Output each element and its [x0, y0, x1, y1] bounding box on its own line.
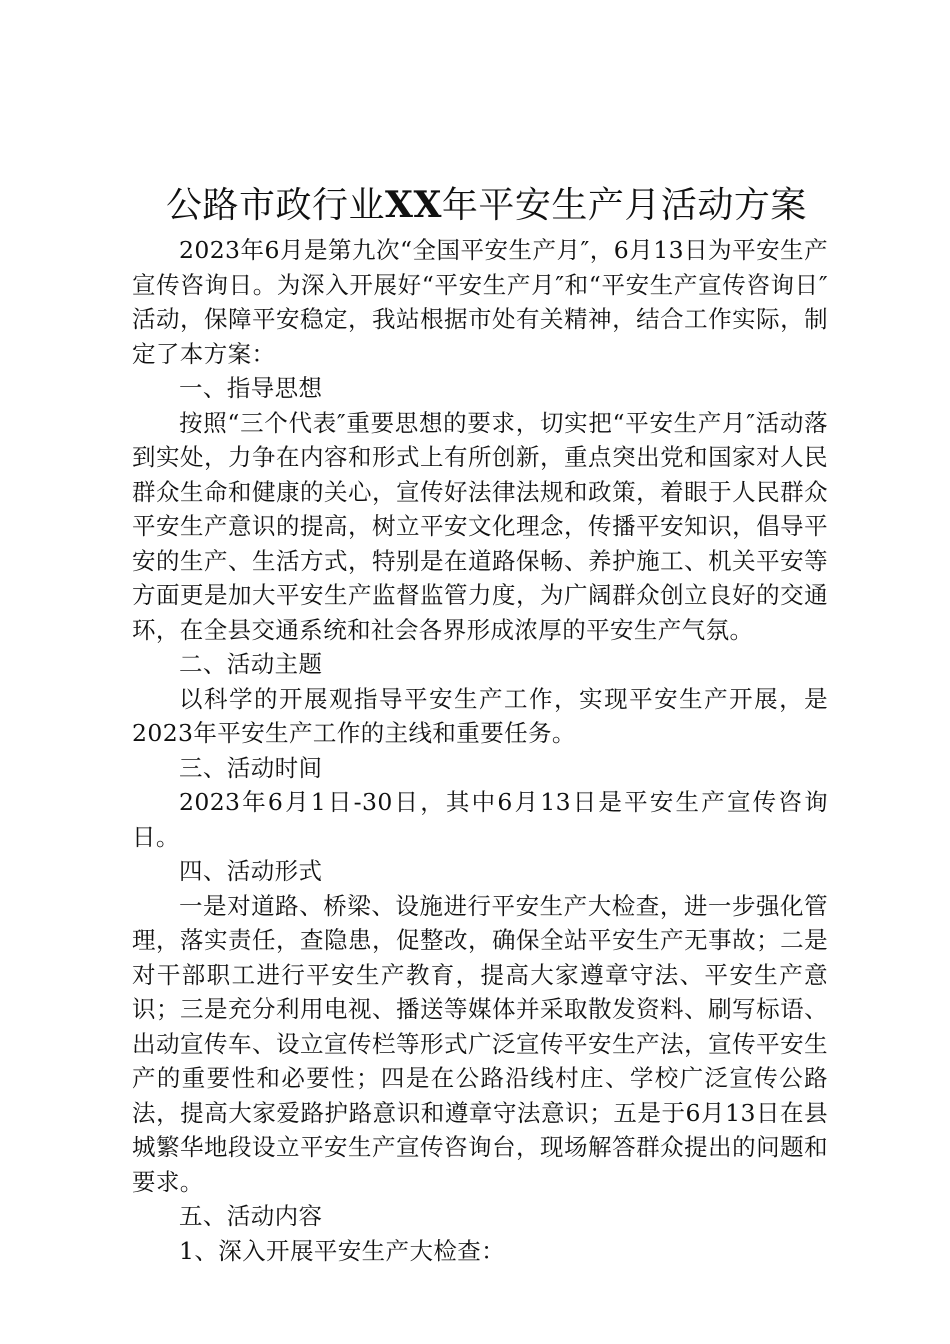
theme-paragraph: 以科学的开展观指导平安生产工作，实现平安生产开展，是2023年平安生产工作的主线和重要任务。 [132, 684, 828, 747]
document-title [132, 178, 828, 233]
title-bold-placeholder: XX [385, 184, 442, 226]
title-suffix: 年平安生产月活动方案 [441, 185, 807, 226]
document-page [132, 178, 828, 1268]
intro-paragraph: 2023年6月是第九次“全国平安生产月″，6月13日为平安生产宣传咨询日。为深入开展好“平安生产月″和“平安生产宣传咨询日″活动，保障平安稳定，我站根据市处有关精神，结合工作实际，制定了本方案： [132, 236, 828, 368]
title-prefix: 公路市政行业 [166, 185, 386, 226]
guiding-thought-paragraph: 按照“三个代表″重要思想的要求，切实把“平安生产月″活动落到实处，力争在内容和形式上有所创新，重点突出党和国家对人民群众生命和健康的关心，宣传好法律法规和政策，着眼于人民群众平安生产意识的提高，树立平安文化理念，传播平安知识，倡导平安的生产、生活方式，特别是在道路保畅、养护施工、机关平安等方面更是加大平安生产监督监管力度，为广阔群众创立良好的交通环，在全县交通系统和社会各界形成浓厚的平安生产气氛。 [132, 408, 828, 644]
section-heading-theme: 二、活动主题 [179, 650, 323, 678]
content-item-1: 1、深入开展平安生产大检查： [179, 1236, 506, 1265]
time-paragraph: 2023年6月1日-30日，其中6月13日是平安生产宣传咨询日。 [132, 788, 828, 851]
section-heading-time: 三、活动时间 [179, 753, 323, 782]
section-heading-form: 四、活动形式 [179, 857, 323, 885]
section-heading-guiding-thought: 一、指导思想 [179, 374, 323, 402]
form-paragraph: 一是对道路、桥梁、设施进行平安生产大检查，进一步强化管理，落实责任，查隐患，促整改，确保全站平安生产无事故；二是对干部职工进行平安生产教育，提高大家遵章守法、平安生产意识；三是充分利用电视、播送等媒体并采取散发资料、刷写标语、出动宣传车、设立宣传栏等形式广泛宣传平安生产法，宣传平安生产的重要性和必要性；四是在公路沿线村庄、学校广泛宣传公路法，提高大家爱路护路意识和遵章守法意识；五是于6月13日在县城繁华地段设立平安生产宣传咨询台，现场解答群众提出的问题和要求。 [132, 891, 828, 1196]
section-heading-content: 五、活动内容 [179, 1202, 323, 1230]
